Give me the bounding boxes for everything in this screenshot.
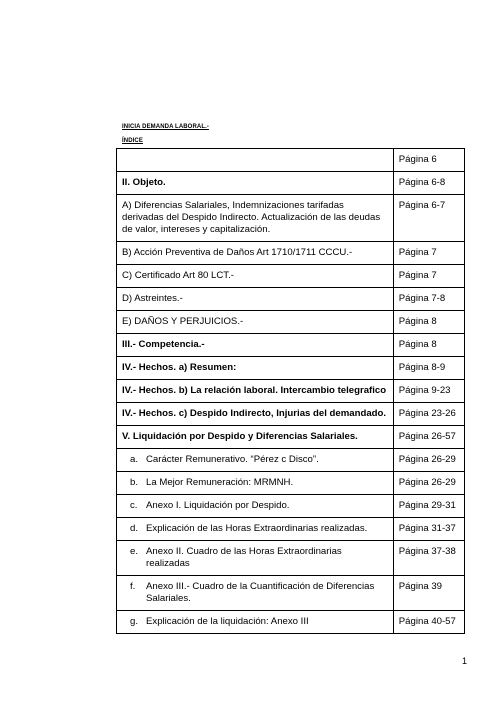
index-entry: IV.- Hechos. c) Despido Indirecto, Injurias del demandado. — [117, 403, 394, 426]
index-page: Página 23-26 — [393, 403, 464, 426]
index-page: Página 7-8 — [393, 288, 464, 311]
index-page: Página 37-38 — [393, 541, 464, 576]
index-row — [117, 172, 465, 195]
index-subrow — [117, 495, 465, 518]
index-entry: E) DAÑOS Y PERJUICIOS.- — [117, 311, 394, 334]
index-entry — [117, 149, 394, 172]
index-row — [117, 403, 465, 426]
subentry-letter: f. — [130, 581, 136, 592]
index-subentry — [117, 495, 394, 518]
subentry-letter: b. — [130, 477, 139, 488]
index-subrow — [117, 541, 465, 576]
index-row — [117, 426, 465, 449]
index-page: Página 26-57 — [393, 426, 464, 449]
index-entry: III.- Competencia.- — [117, 334, 394, 357]
index-table — [116, 148, 465, 634]
index-row — [117, 357, 465, 380]
subentry-letter: c. — [130, 500, 138, 511]
subentry-letter: g. — [130, 616, 139, 627]
index-page: Página 31-37 — [393, 518, 464, 541]
index-page: Página 6-7 — [393, 195, 464, 242]
index-row — [117, 380, 465, 403]
index-subrow — [117, 472, 465, 495]
index-page: Página 9-23 — [393, 380, 464, 403]
document-title: INICIA DEMANDA LABORAL.- — [122, 124, 209, 130]
index-row — [117, 311, 465, 334]
index-subentry — [117, 449, 394, 472]
subentry-text: Explicación de las Horas Extraordinarias realizadas. — [146, 523, 368, 534]
index-entry: B) Acción Preventiva de Daños Art 1710/1711 CCCU.- — [117, 242, 394, 265]
index-page: Página 40-57 — [393, 611, 464, 634]
index-subentry — [117, 541, 394, 576]
index-entry: C) Certificado Art 80 LCT.- — [117, 265, 394, 288]
index-entry: V. Liquidación por Despido y Diferencias Salariales. — [117, 426, 394, 449]
index-subentry — [117, 611, 394, 634]
index-page: Página 6 — [393, 149, 464, 172]
index-page: Página 29-31 — [393, 495, 464, 518]
index-row — [117, 334, 465, 357]
index-subrow — [117, 449, 465, 472]
index-heading: ÍNDICE — [122, 138, 143, 144]
index-subentry — [117, 472, 394, 495]
subentry-text: Carácter Remunerativo. “Pérez c Disco”. — [146, 454, 319, 465]
index-page: Página 8-9 — [393, 357, 464, 380]
index-page: Página 8 — [393, 334, 464, 357]
index-subrow — [117, 611, 465, 634]
index-page: Página 26-29 — [393, 449, 464, 472]
index-entry: D) Astreintes.- — [117, 288, 394, 311]
index-subentry — [117, 576, 394, 611]
index-subrow — [117, 576, 465, 611]
index-page: Página 8 — [393, 311, 464, 334]
index-row — [117, 288, 465, 311]
index-subentry — [117, 518, 394, 541]
subentry-text: Anexo III.- Cuadro de la Cuantificación de Diferencias Salariales. — [146, 581, 375, 604]
index-row — [117, 149, 465, 172]
subentry-letter: e. — [130, 546, 139, 557]
index-page: Página 39 — [393, 576, 464, 611]
index-entry: IV.- Hechos. b) La relación laboral. Intercambio telegrafico — [117, 380, 394, 403]
subentry-text: Anexo I. Liquidación por Despido. — [146, 500, 290, 511]
subentry-letter: a. — [130, 454, 139, 465]
index-page: Página 26-29 — [393, 472, 464, 495]
index-page: Página 7 — [393, 242, 464, 265]
index-row — [117, 242, 465, 265]
subentry-text: Anexo II. Cuadro de las Horas Extraordinarias realizadas — [146, 546, 342, 569]
subentry-letter: d. — [130, 523, 139, 534]
subentry-text: Explicación de la liquidación: Anexo III — [146, 616, 309, 627]
index-page: Página 7 — [393, 265, 464, 288]
index-subrow — [117, 518, 465, 541]
page-number: 1 — [462, 656, 468, 666]
index-entry: IV.- Hechos. a) Resumen: — [117, 357, 394, 380]
index-row — [117, 265, 465, 288]
index-page: Página 6-8 — [393, 172, 464, 195]
subentry-text: La Mejor Remuneración: MRMNH. — [146, 477, 294, 488]
index-entry: II. Objeto. — [117, 172, 394, 195]
index-row — [117, 195, 465, 242]
index-entry: A) Diferencias Salariales, Indemnizaciones tarifadas derivadas del Despido Indirecto. Actualización de las deudas de valor, intereses y capitalización. — [117, 195, 394, 242]
